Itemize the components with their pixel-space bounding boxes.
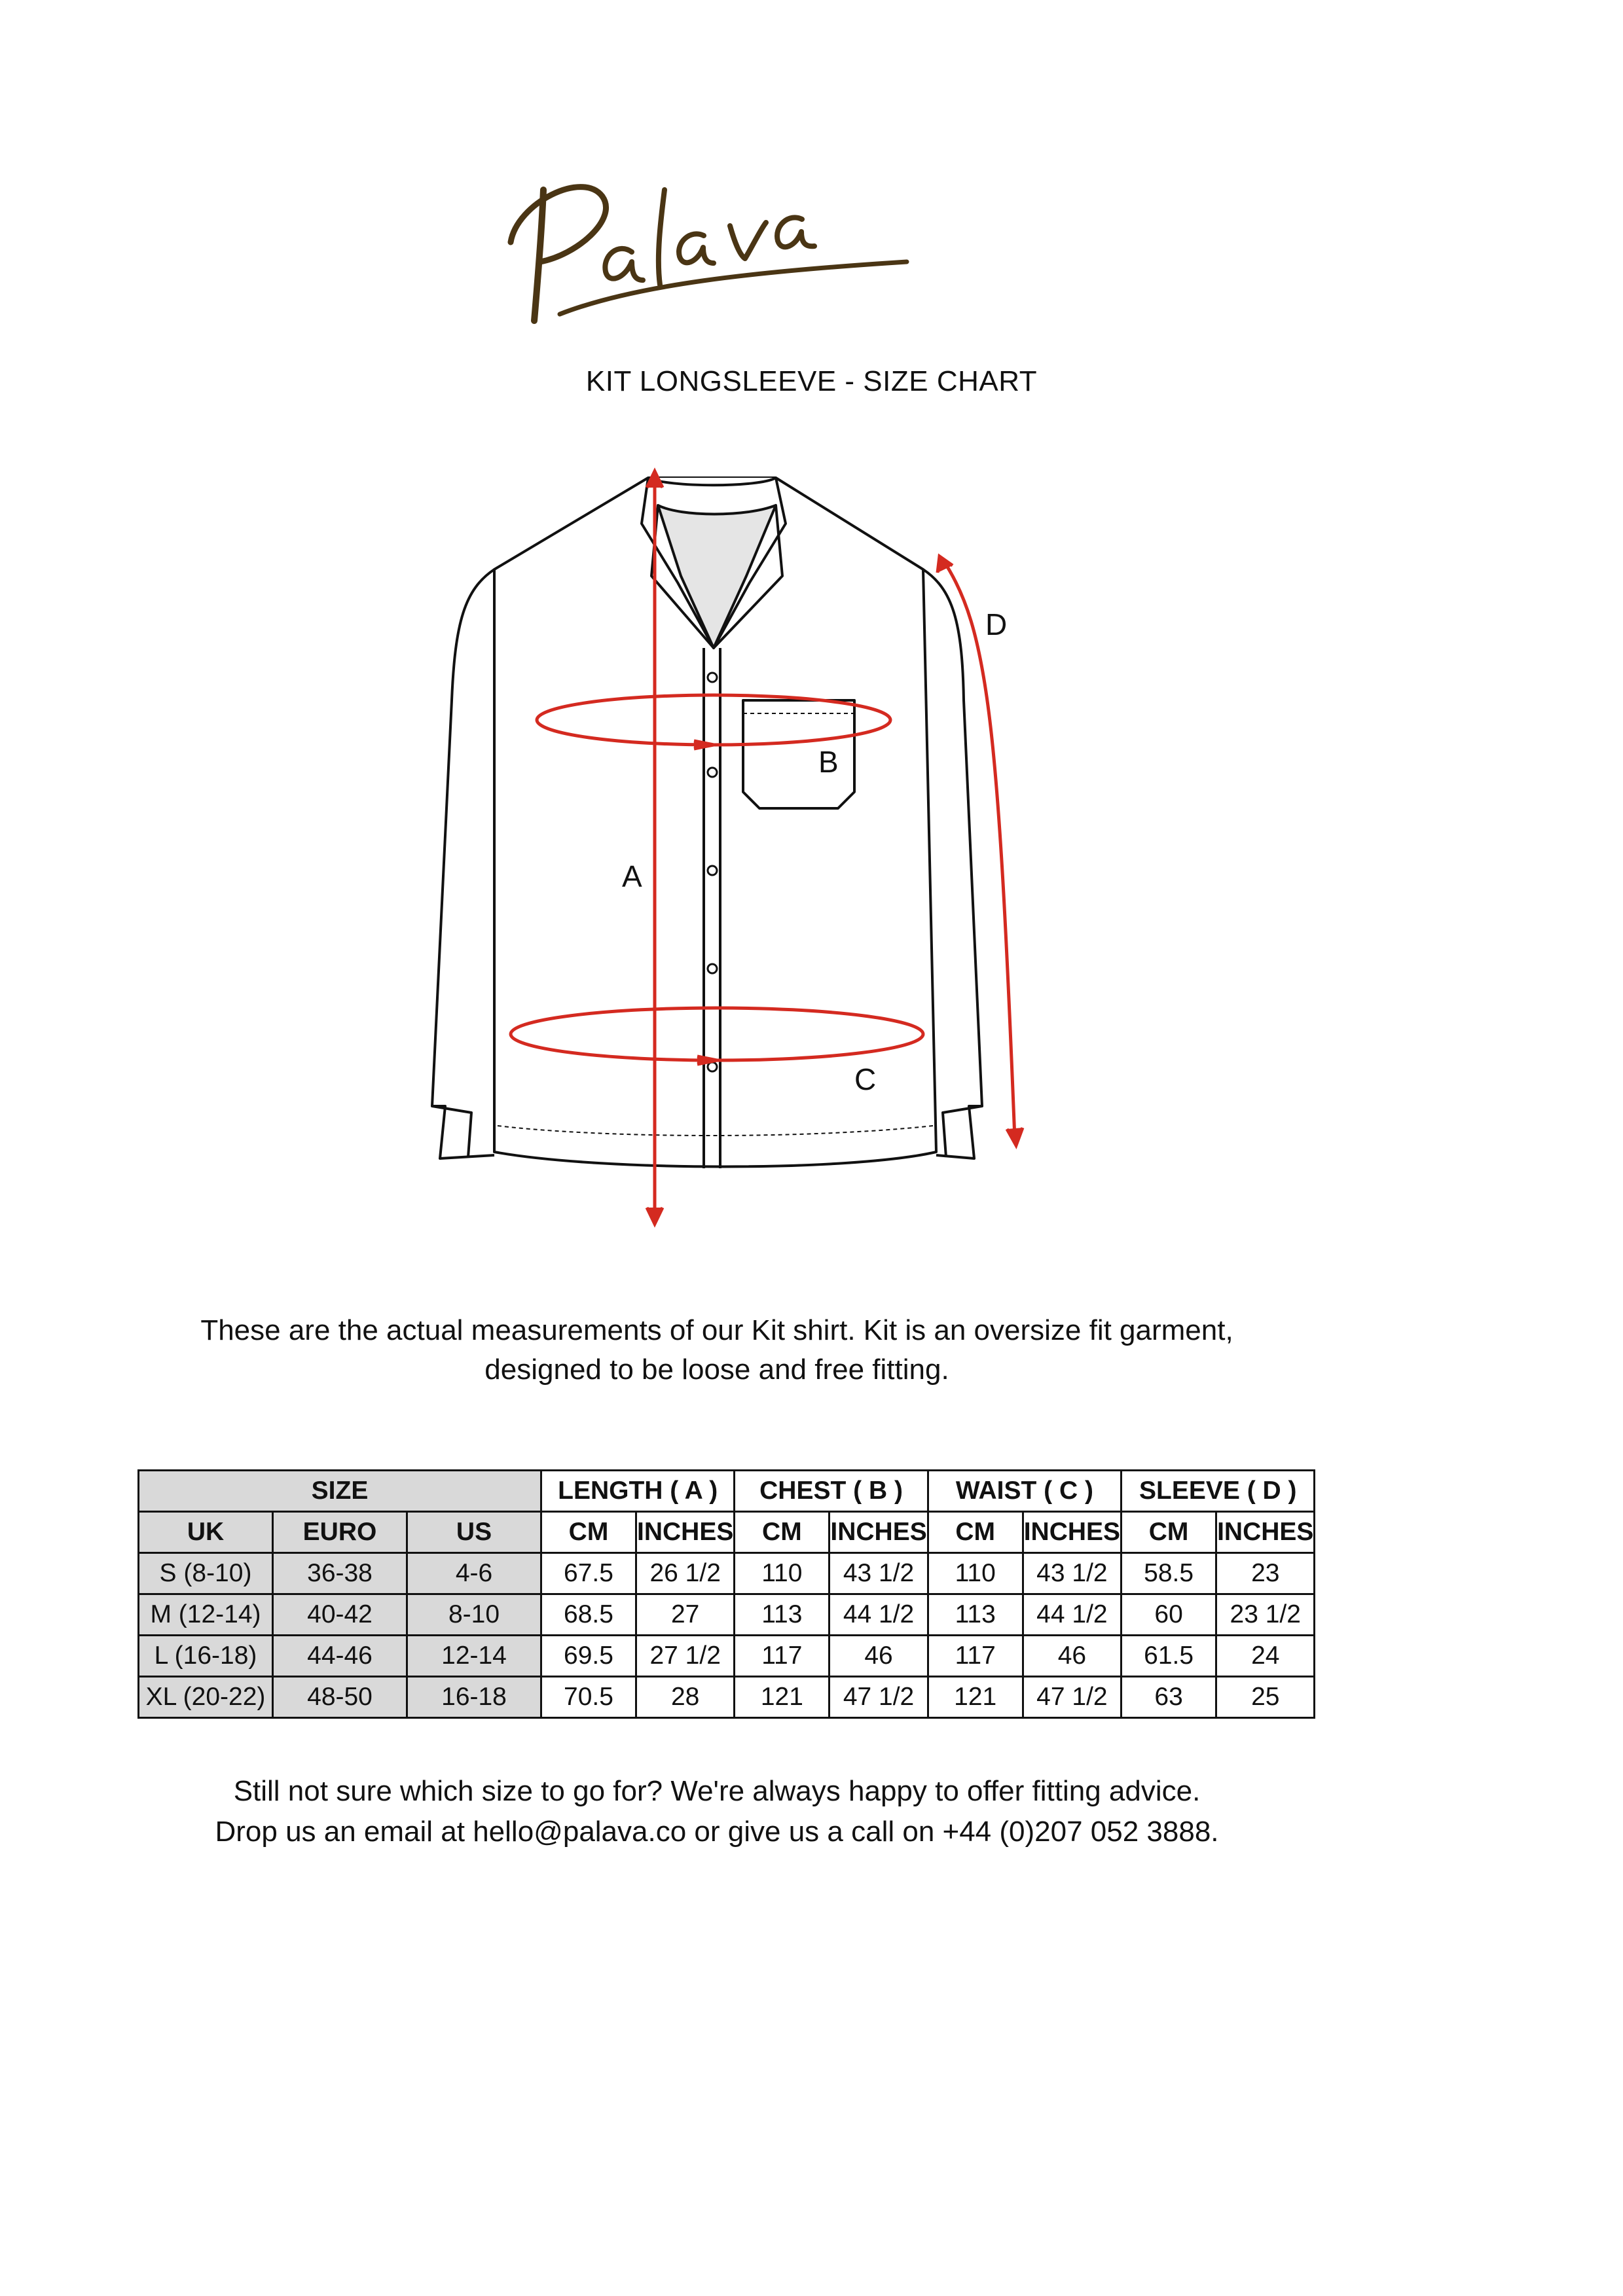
cell-length-inches: 28 xyxy=(636,1677,735,1718)
palava-logo xyxy=(504,164,923,360)
cell-us: 8-10 xyxy=(407,1594,541,1636)
cell-length-inches: 27 1/2 xyxy=(636,1636,735,1677)
subheader-uk: UK xyxy=(139,1512,273,1553)
table-row xyxy=(139,1677,1315,1718)
footer-line-1: Still not sure which size to go for? We're always happy to offer fitting advice. xyxy=(233,1775,1201,1807)
label-d: D xyxy=(985,607,1008,641)
cell-waist-cm: 113 xyxy=(928,1594,1023,1636)
cell-sleeve-cm: 58.5 xyxy=(1122,1553,1216,1594)
subheader-waist-inches: INCHES xyxy=(1023,1512,1121,1553)
cell-uk: S (8-10) xyxy=(139,1553,273,1594)
table-row xyxy=(139,1636,1315,1677)
cell-waist-inches: 44 1/2 xyxy=(1023,1594,1121,1636)
description-line-1: These are the actual measurements of our Kit shirt. Kit is an oversize fit garment, xyxy=(200,1314,1233,1346)
cell-chest-cm: 110 xyxy=(735,1553,830,1594)
label-c: C xyxy=(854,1062,877,1096)
cell-length-cm: 69.5 xyxy=(541,1636,636,1677)
cell-uk: L (16-18) xyxy=(139,1636,273,1677)
group-header-row xyxy=(139,1471,1315,1512)
subheader-chest-cm: CM xyxy=(735,1512,830,1553)
footer-line-2: Drop us an email at hello@palava.co or give us a call on +44 (0)207 052 3888. xyxy=(215,1816,1219,1848)
cell-waist-inches: 46 xyxy=(1023,1636,1121,1677)
subheader-length-cm: CM xyxy=(541,1512,636,1553)
cell-us: 4-6 xyxy=(407,1553,541,1594)
subheader-euro: EURO xyxy=(273,1512,407,1553)
cell-sleeve-inches: 23 xyxy=(1216,1553,1315,1594)
cell-us: 12-14 xyxy=(407,1636,541,1677)
subheader-us: US xyxy=(407,1512,541,1553)
cell-chest-inches: 44 1/2 xyxy=(830,1594,928,1636)
cell-waist-cm: 117 xyxy=(928,1636,1023,1677)
cell-sleeve-cm: 60 xyxy=(1122,1594,1216,1636)
cell-length-cm: 70.5 xyxy=(541,1677,636,1718)
cell-sleeve-cm: 61.5 xyxy=(1122,1636,1216,1677)
cell-euro: 40-42 xyxy=(273,1594,407,1636)
cell-chest-inches: 46 xyxy=(830,1636,928,1677)
cell-length-cm: 68.5 xyxy=(541,1594,636,1636)
page-title: KIT LONGSLEEVE - SIZE CHART xyxy=(585,365,1038,397)
subheader-sleeve-inches: INCHES xyxy=(1216,1512,1315,1553)
label-a: A xyxy=(622,859,642,893)
subheader-chest-inches: INCHES xyxy=(830,1512,928,1553)
cell-euro: 36-38 xyxy=(273,1553,407,1594)
header-sleeve: SLEEVE ( D ) xyxy=(1122,1471,1315,1512)
cell-length-inches: 27 xyxy=(636,1594,735,1636)
header-length: LENGTH ( A ) xyxy=(541,1471,735,1512)
cell-length-cm: 67.5 xyxy=(541,1553,636,1594)
subheader-length-inches: INCHES xyxy=(636,1512,735,1553)
cell-waist-inches: 47 1/2 xyxy=(1023,1677,1121,1718)
cell-euro: 44-46 xyxy=(273,1636,407,1677)
cell-waist-cm: 110 xyxy=(928,1553,1023,1594)
cell-us: 16-18 xyxy=(407,1677,541,1718)
table-row xyxy=(139,1553,1315,1594)
size-chart-table xyxy=(137,1469,1315,1719)
cell-euro: 48-50 xyxy=(273,1677,407,1718)
cell-sleeve-inches: 24 xyxy=(1216,1636,1315,1677)
cell-chest-cm: 117 xyxy=(735,1636,830,1677)
cell-waist-inches: 43 1/2 xyxy=(1023,1553,1121,1594)
description-line-2: designed to be loose and free fitting. xyxy=(484,1354,949,1386)
cell-chest-inches: 43 1/2 xyxy=(830,1553,928,1594)
subheader-sleeve-cm: CM xyxy=(1122,1512,1216,1553)
table-row xyxy=(139,1594,1315,1636)
label-b: B xyxy=(818,745,839,779)
cell-chest-inches: 47 1/2 xyxy=(830,1677,928,1718)
cell-uk: XL (20-22) xyxy=(139,1677,273,1718)
header-chest: CHEST ( B ) xyxy=(735,1471,928,1512)
sub-header-row xyxy=(139,1512,1315,1553)
header-waist: WAIST ( C ) xyxy=(928,1471,1121,1512)
cell-sleeve-inches: 23 1/2 xyxy=(1216,1594,1315,1636)
cell-chest-cm: 121 xyxy=(735,1677,830,1718)
cell-chest-cm: 113 xyxy=(735,1594,830,1636)
header-size: SIZE xyxy=(139,1471,541,1512)
shirt-diagram xyxy=(393,452,1100,1237)
cell-uk: M (12-14) xyxy=(139,1594,273,1636)
cell-sleeve-inches: 25 xyxy=(1216,1677,1315,1718)
cell-sleeve-cm: 63 xyxy=(1122,1677,1216,1718)
cell-waist-cm: 121 xyxy=(928,1677,1023,1718)
subheader-waist-cm: CM xyxy=(928,1512,1023,1553)
shirt-outline xyxy=(432,478,982,1168)
cell-length-inches: 26 1/2 xyxy=(636,1553,735,1594)
